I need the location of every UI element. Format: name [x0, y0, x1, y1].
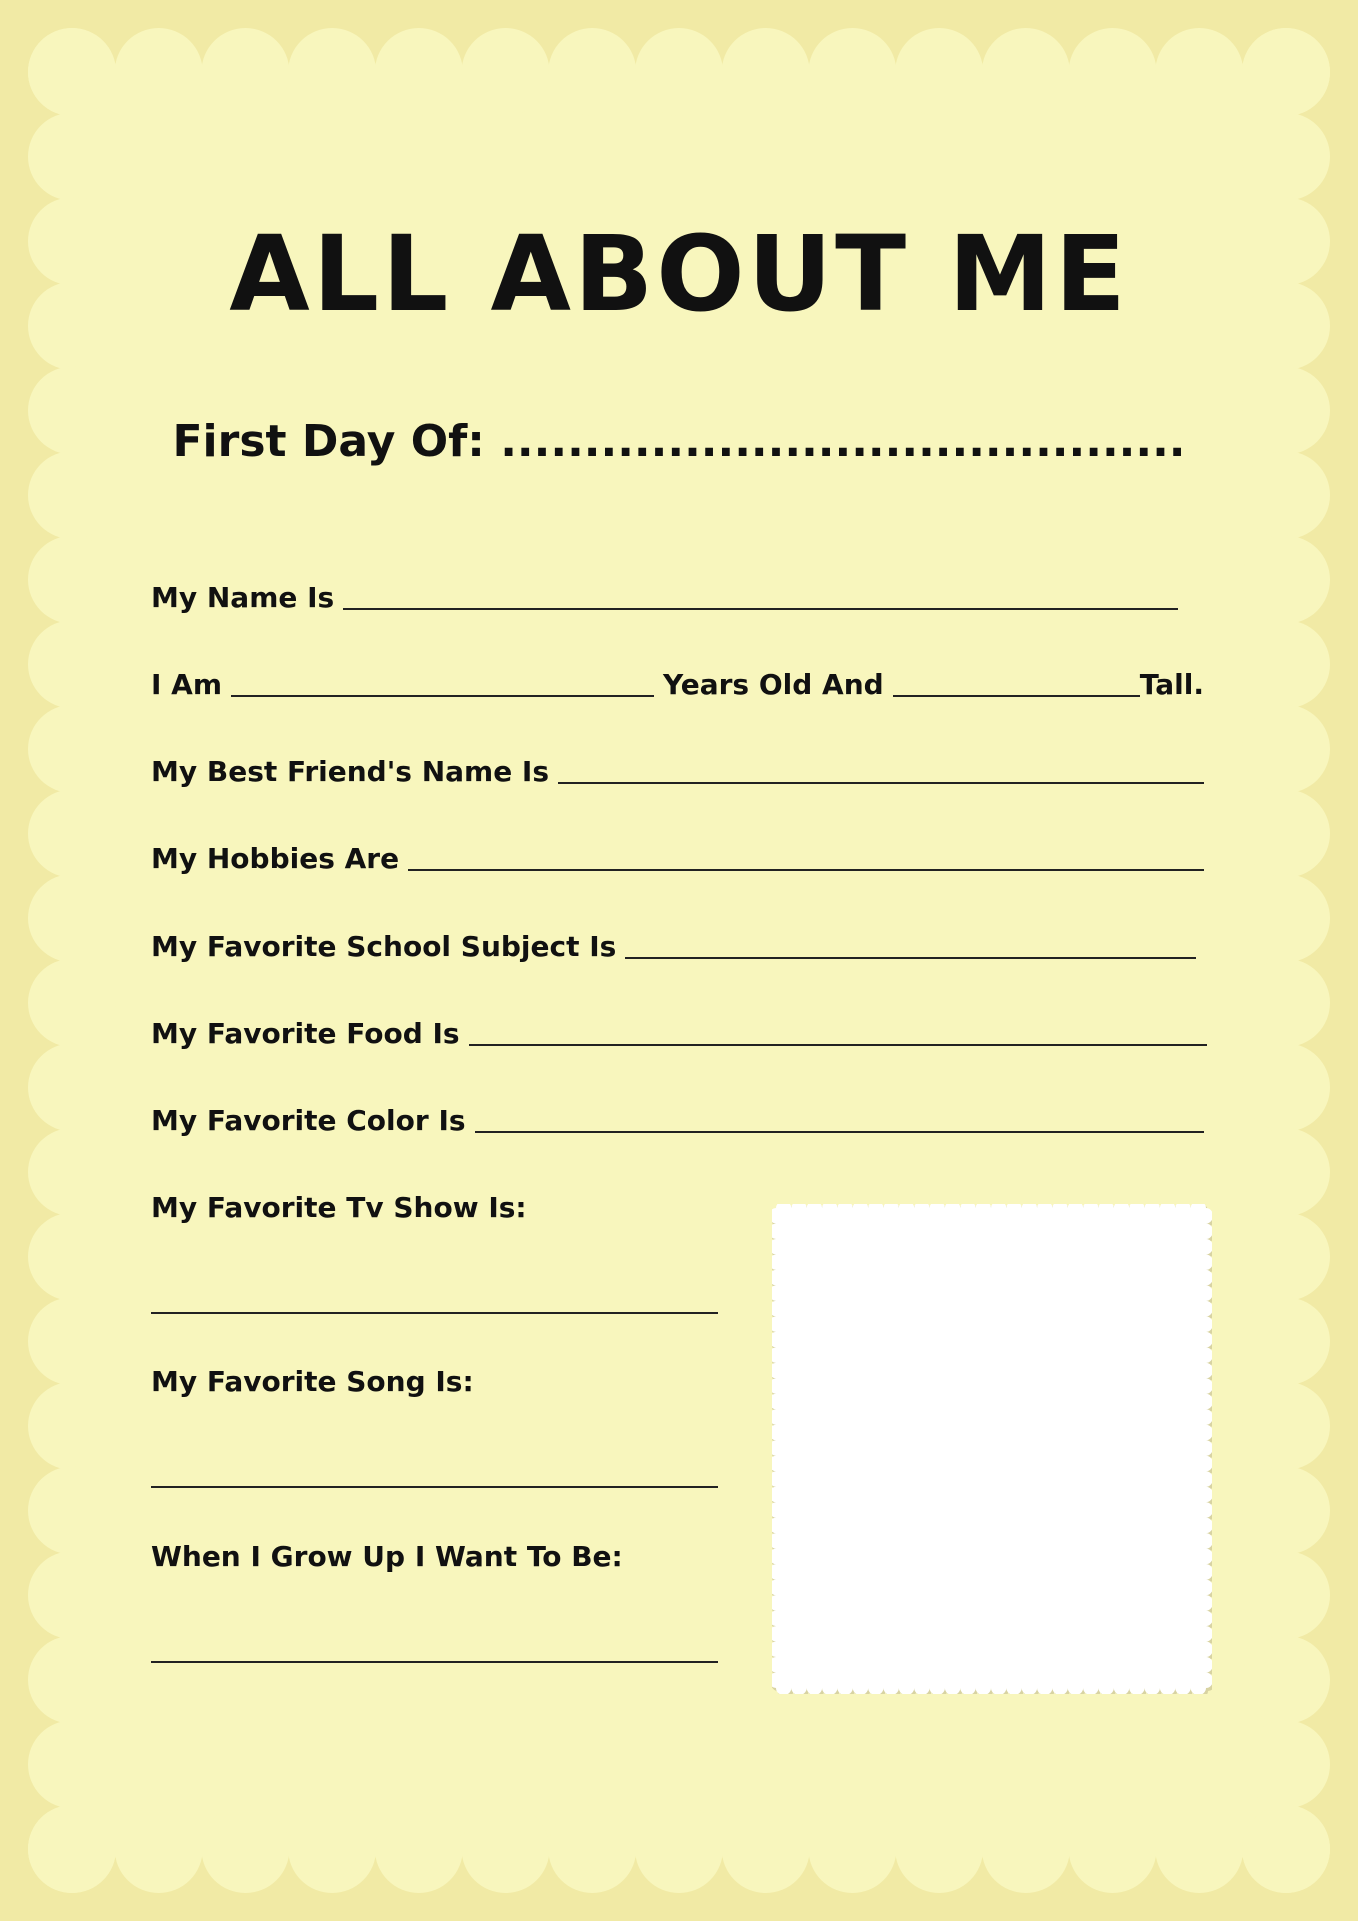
tv-show-blank[interactable] [151, 1312, 718, 1314]
tv-show-label: My Favorite Tv Show Is: [151, 1191, 527, 1224]
hobbies-label: My Hobbies Are [151, 842, 400, 875]
song-blank[interactable] [151, 1486, 718, 1488]
color-blank[interactable] [475, 1125, 1204, 1133]
name-label: My Name Is [151, 581, 335, 614]
color-label: My Favorite Color Is [151, 1104, 466, 1137]
first-day-label: First Day Of: [172, 416, 485, 467]
best-friend-field[interactable] [151, 755, 1204, 788]
age-height-field[interactable] [151, 668, 1204, 701]
age-prefix-label: I Am [151, 668, 223, 701]
food-label: My Favorite Food Is [151, 1017, 460, 1050]
best-friend-label: My Best Friend's Name Is [151, 755, 550, 788]
grow-up-blank[interactable] [151, 1661, 718, 1663]
food-blank[interactable] [469, 1038, 1207, 1046]
age-blank[interactable] [231, 689, 654, 697]
first-day-dots: ......................................... [500, 416, 1186, 467]
school-subject-field[interactable] [151, 930, 1196, 963]
hobbies-field[interactable] [151, 842, 1204, 875]
grow-up-label: When I Grow Up I Want To Be: [151, 1540, 623, 1573]
age-middle-label: Years Old And [663, 668, 884, 701]
age-suffix-label: Tall. [1139, 668, 1204, 701]
food-field[interactable] [151, 1017, 1207, 1050]
school-subject-label: My Favorite School Subject Is [151, 930, 617, 963]
page-title: ALL ABOUT ME [229, 213, 1129, 335]
height-blank[interactable] [893, 689, 1140, 697]
school-subject-blank[interactable] [625, 951, 1196, 959]
color-field[interactable] [151, 1104, 1204, 1137]
best-friend-blank[interactable] [558, 776, 1204, 784]
first-day-field[interactable] [0, 416, 1358, 467]
name-field[interactable] [151, 581, 1178, 614]
name-blank[interactable] [343, 602, 1178, 610]
stamp-frame-icon[interactable] [772, 1204, 1212, 1694]
hobbies-blank[interactable] [408, 863, 1204, 871]
song-label: My Favorite Song Is: [151, 1365, 474, 1398]
